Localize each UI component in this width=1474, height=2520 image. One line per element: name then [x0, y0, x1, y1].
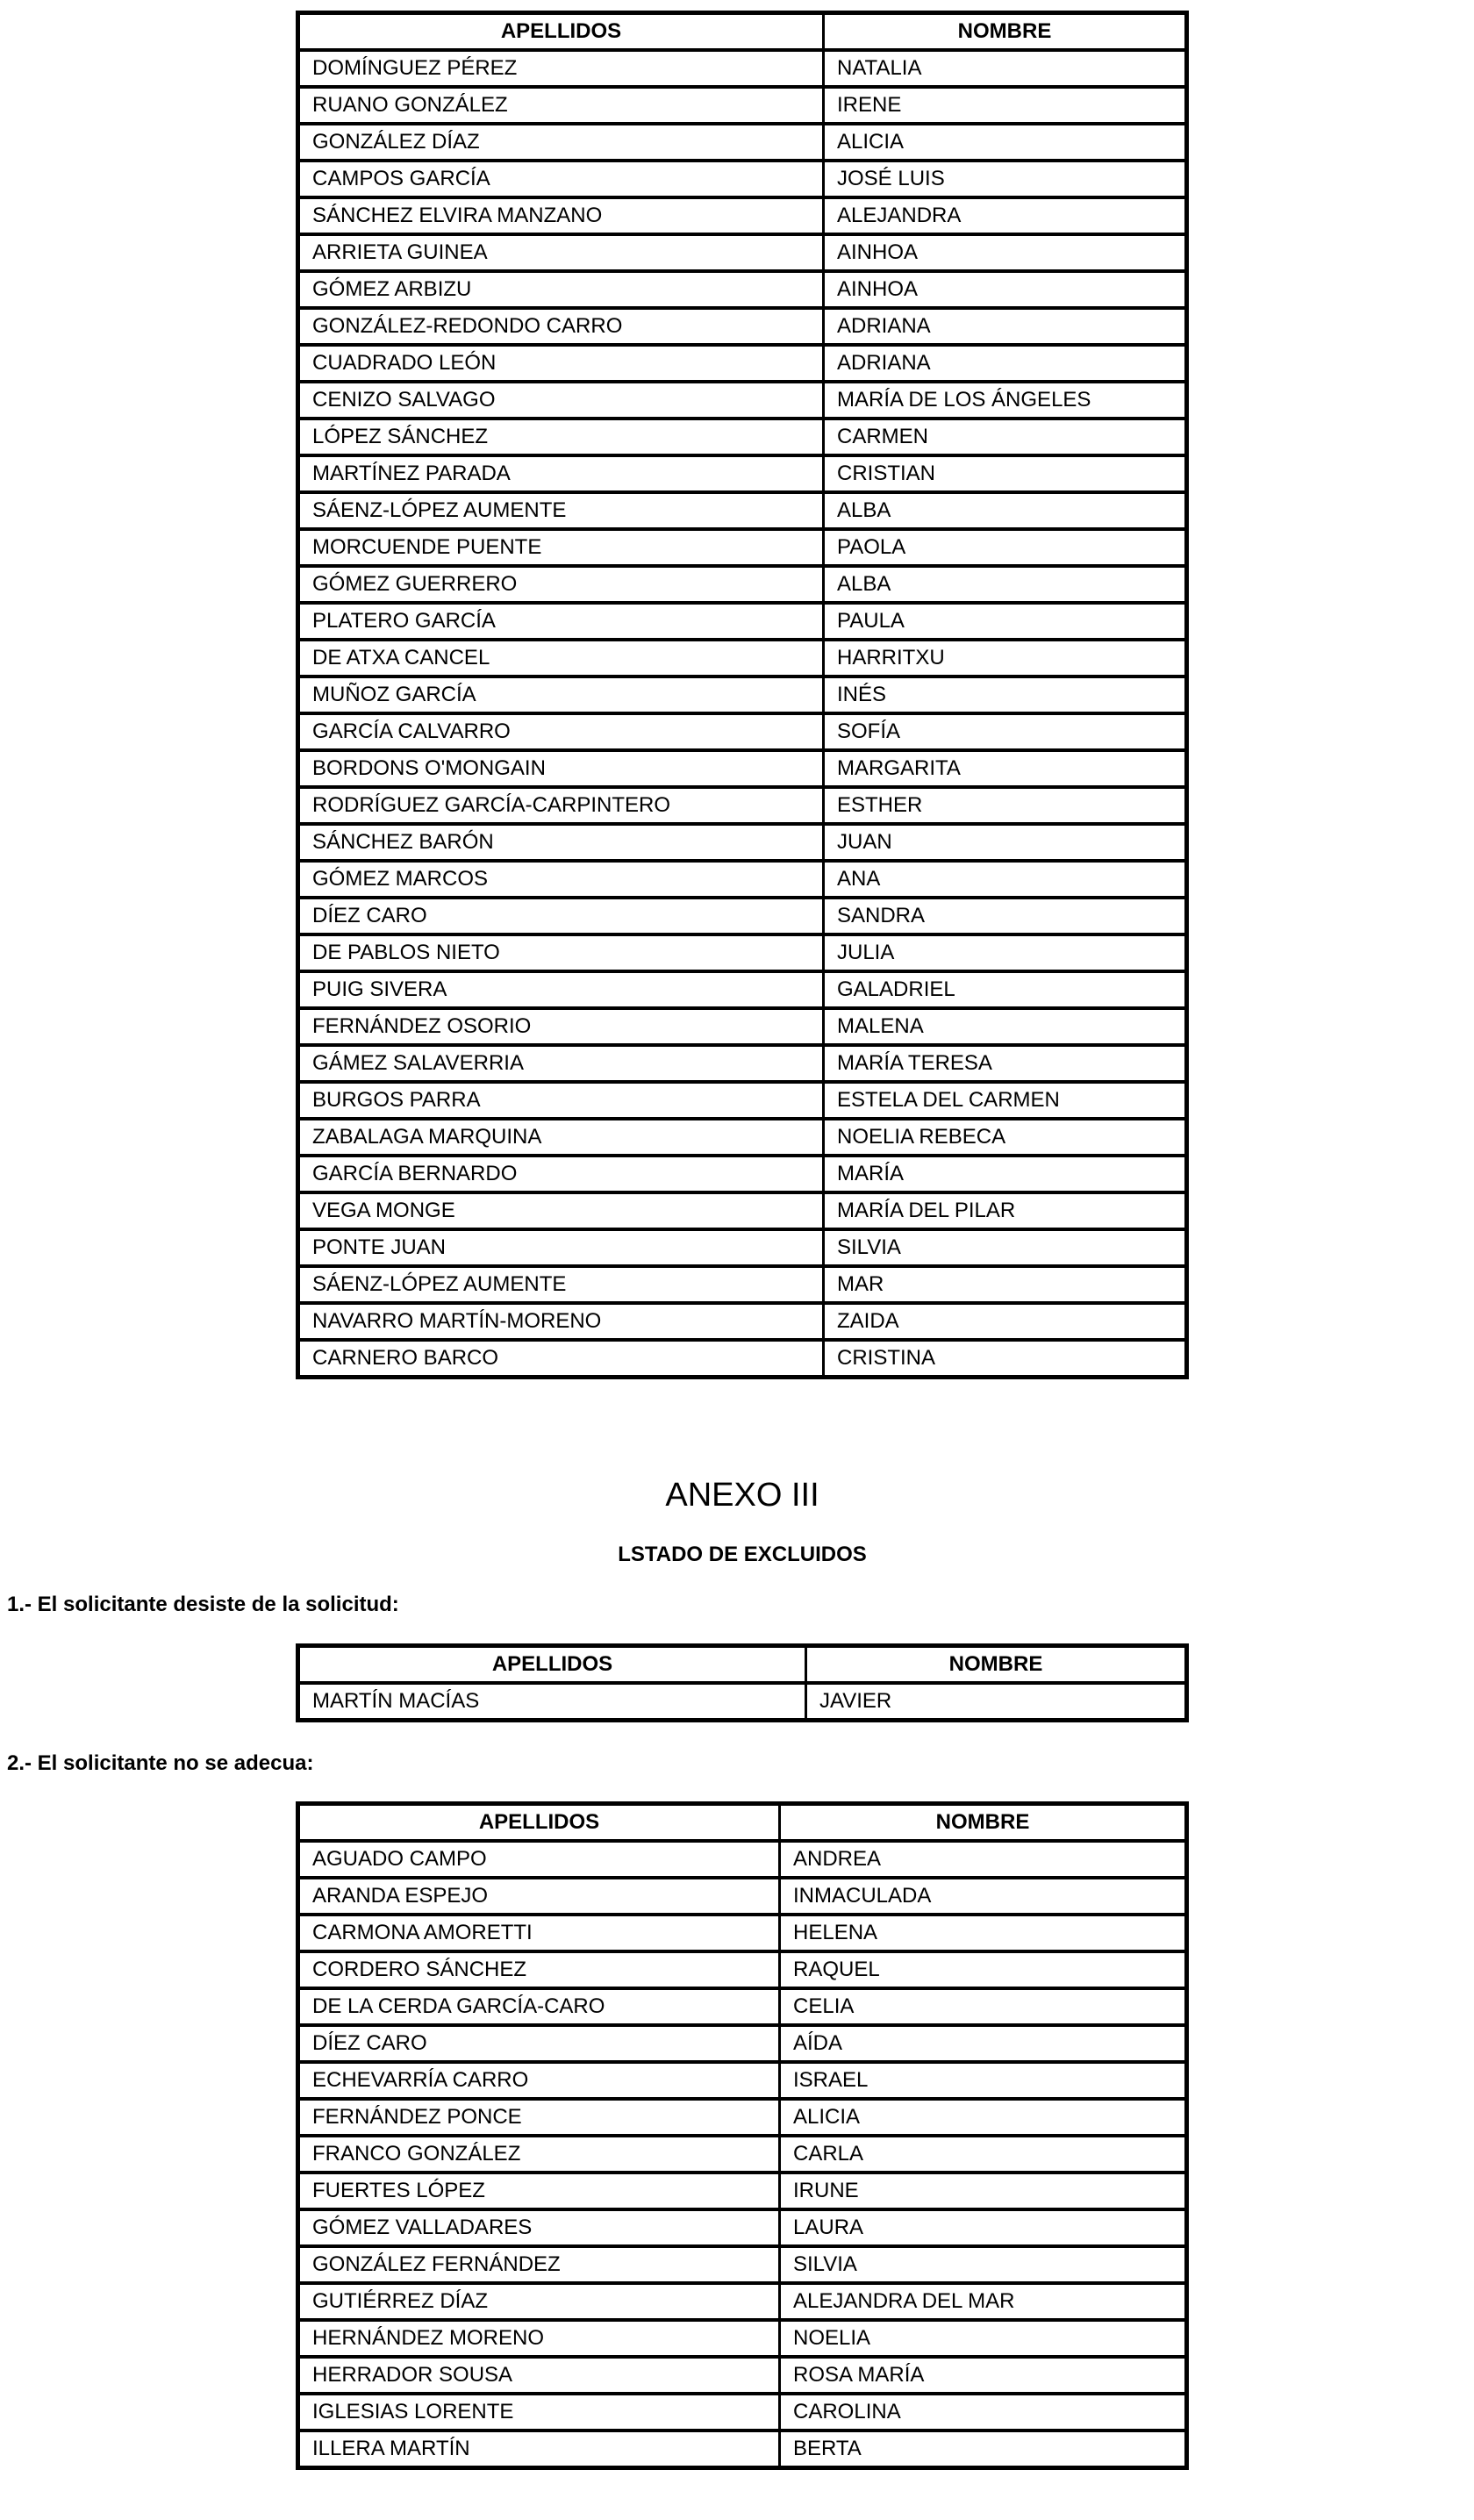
cell-apellidos: GÁMEZ SALAVERRIA — [298, 1045, 824, 1082]
table-row — [298, 1340, 1187, 1378]
table-row — [298, 1119, 1187, 1156]
cell-apellidos: GONZÁLEZ FERNÁNDEZ — [298, 2246, 780, 2283]
cell-apellidos: RODRÍGUEZ GARCÍA-CARPINTERO — [298, 787, 824, 824]
table-row — [298, 2099, 1187, 2136]
cell-nombre: ALBA — [824, 492, 1187, 529]
table-row — [298, 2394, 1187, 2431]
column-header-nombre: NOMBRE — [824, 13, 1187, 51]
cell-apellidos: NAVARRO MARTÍN-MORENO — [298, 1303, 824, 1340]
table-row — [298, 787, 1187, 824]
cell-nombre: MARÍA DE LOS ÁNGELES — [824, 382, 1187, 419]
section2-heading-no-adecua: 2.- El solicitante no se adecua: — [7, 1751, 314, 1775]
cell-apellidos: VEGA MONGE — [298, 1192, 824, 1229]
table-row — [298, 750, 1187, 787]
table-row — [298, 971, 1187, 1008]
table-row — [298, 2283, 1187, 2320]
cell-apellidos: CARMONA AMORETTI — [298, 1915, 780, 1951]
cell-apellidos: ZABALAGA MARQUINA — [298, 1119, 824, 1156]
cell-nombre: CELIA — [780, 1988, 1187, 2025]
cell-apellidos: GÓMEZ GUERRERO — [298, 566, 824, 603]
cell-nombre: IRUNE — [780, 2173, 1187, 2209]
cell-apellidos: FRANCO GONZÁLEZ — [298, 2136, 780, 2173]
table-row — [298, 677, 1187, 713]
anexo-iii-title: ANEXO III — [665, 1477, 819, 1514]
table-row — [298, 1082, 1187, 1119]
cell-nombre: MARGARITA — [824, 750, 1187, 787]
cell-nombre: CARLA — [780, 2136, 1187, 2173]
cell-apellidos: GÓMEZ MARCOS — [298, 861, 824, 898]
cell-apellidos: PUIG SIVERA — [298, 971, 824, 1008]
table-row — [298, 1156, 1187, 1192]
cell-nombre: GALADRIEL — [824, 971, 1187, 1008]
cell-apellidos: MORCUENDE PUENTE — [298, 529, 824, 566]
table-row — [298, 1008, 1187, 1045]
cell-nombre: PAOLA — [824, 529, 1187, 566]
cell-apellidos: GONZÁLEZ DÍAZ — [298, 124, 824, 161]
section1-heading-desiste: 1.- El solicitante desiste de la solicitud: — [7, 1593, 399, 1616]
column-header-nombre: NOMBRE — [806, 1646, 1187, 1684]
table-row — [298, 1266, 1187, 1303]
cell-nombre: SILVIA — [780, 2246, 1187, 2283]
table-row — [298, 898, 1187, 934]
cell-nombre: INÉS — [824, 677, 1187, 713]
cell-apellidos: GUTIÉRREZ DÍAZ — [298, 2283, 780, 2320]
cell-nombre: INMACULADA — [780, 1878, 1187, 1915]
cell-apellidos: BORDONS O'MONGAIN — [298, 750, 824, 787]
cell-nombre: NATALIA — [824, 50, 1187, 87]
table-row — [298, 271, 1187, 308]
cell-apellidos: PONTE JUAN — [298, 1229, 824, 1266]
cell-nombre: ALICIA — [780, 2099, 1187, 2136]
cell-apellidos: FERNÁNDEZ OSORIO — [298, 1008, 824, 1045]
main-applicants-table — [296, 11, 1189, 1379]
table-row — [298, 824, 1187, 861]
table-body — [298, 50, 1187, 1378]
cell-apellidos: HERNÁNDEZ MORENO — [298, 2320, 780, 2357]
table-row — [298, 1683, 1187, 1721]
table-row — [298, 492, 1187, 529]
cell-apellidos: ARRIETA GUINEA — [298, 234, 824, 271]
cell-nombre: MARÍA DEL PILAR — [824, 1192, 1187, 1229]
table-body — [298, 1683, 1187, 1721]
table-row — [298, 2173, 1187, 2209]
cell-apellidos: DE ATXA CANCEL — [298, 640, 824, 677]
cell-nombre: AÍDA — [780, 2025, 1187, 2062]
table-row — [298, 529, 1187, 566]
cell-nombre: ISRAEL — [780, 2062, 1187, 2099]
table-row — [298, 2357, 1187, 2394]
cell-apellidos: CAMPOS GARCÍA — [298, 161, 824, 197]
cell-nombre: MARÍA — [824, 1156, 1187, 1192]
table-row — [298, 1229, 1187, 1266]
table-row — [298, 2431, 1187, 2468]
table-row — [298, 640, 1187, 677]
cell-apellidos: HERRADOR SOUSA — [298, 2357, 780, 2394]
table-row — [298, 2320, 1187, 2357]
cell-nombre: SILVIA — [824, 1229, 1187, 1266]
table-header-row — [298, 13, 1187, 51]
cell-apellidos: DÍEZ CARO — [298, 898, 824, 934]
cell-nombre: ALEJANDRA — [824, 197, 1187, 234]
cell-apellidos: DE PABLOS NIETO — [298, 934, 824, 971]
table-row — [298, 419, 1187, 455]
no-adecua-table — [296, 1801, 1189, 2470]
cell-nombre: CAROLINA — [780, 2394, 1187, 2431]
cell-nombre: LAURA — [780, 2209, 1187, 2246]
column-header-apellidos: APELLIDOS — [298, 13, 824, 51]
cell-nombre: PAULA — [824, 603, 1187, 640]
cell-nombre: SANDRA — [824, 898, 1187, 934]
cell-nombre: HELENA — [780, 1915, 1187, 1951]
cell-apellidos: GONZÁLEZ-REDONDO CARRO — [298, 308, 824, 345]
cell-apellidos: GÓMEZ VALLADARES — [298, 2209, 780, 2246]
cell-apellidos: RUANO GONZÁLEZ — [298, 87, 824, 124]
table-row — [298, 455, 1187, 492]
table-row — [298, 345, 1187, 382]
table-row — [298, 603, 1187, 640]
cell-apellidos: BURGOS PARRA — [298, 1082, 824, 1119]
cell-apellidos: SÁENZ-LÓPEZ AUMENTE — [298, 1266, 824, 1303]
table-row — [298, 234, 1187, 271]
cell-nombre: ALICIA — [824, 124, 1187, 161]
table-row — [298, 1988, 1187, 2025]
cell-nombre: CRISTINA — [824, 1340, 1187, 1378]
excluded-list-subtitle: LSTADO DE EXCLUIDOS — [618, 1543, 867, 1566]
cell-nombre: ADRIANA — [824, 308, 1187, 345]
cell-apellidos: SÁNCHEZ ELVIRA MANZANO — [298, 197, 824, 234]
cell-nombre: ALEJANDRA DEL MAR — [780, 2283, 1187, 2320]
cell-apellidos: PLATERO GARCÍA — [298, 603, 824, 640]
cell-apellidos: DÍEZ CARO — [298, 2025, 780, 2062]
table-row — [298, 1841, 1187, 1878]
cell-apellidos: DE LA CERDA GARCÍA-CARO — [298, 1988, 780, 2025]
cell-apellidos: DOMÍNGUEZ PÉREZ — [298, 50, 824, 87]
cell-apellidos: AGUADO CAMPO — [298, 1841, 780, 1878]
cell-nombre: RAQUEL — [780, 1951, 1187, 1988]
cell-apellidos: LÓPEZ SÁNCHEZ — [298, 419, 824, 455]
table-row — [298, 124, 1187, 161]
cell-nombre: MALENA — [824, 1008, 1187, 1045]
table-row — [298, 197, 1187, 234]
cell-apellidos: FUERTES LÓPEZ — [298, 2173, 780, 2209]
cell-nombre: ANA — [824, 861, 1187, 898]
table-row — [298, 1192, 1187, 1229]
cell-nombre: IRENE — [824, 87, 1187, 124]
column-header-nombre: NOMBRE — [780, 1804, 1187, 1842]
cell-apellidos: SÁENZ-LÓPEZ AUMENTE — [298, 492, 824, 529]
cell-apellidos: CUADRADO LEÓN — [298, 345, 824, 382]
table-row — [298, 566, 1187, 603]
cell-nombre: CARMEN — [824, 419, 1187, 455]
cell-nombre: ZAIDA — [824, 1303, 1187, 1340]
cell-apellidos: FERNÁNDEZ PONCE — [298, 2099, 780, 2136]
table-row — [298, 2209, 1187, 2246]
table-header-row — [298, 1804, 1187, 1842]
cell-apellidos: CENIZO SALVAGO — [298, 382, 824, 419]
cell-nombre: ESTELA DEL CARMEN — [824, 1082, 1187, 1119]
cell-nombre: BERTA — [780, 2431, 1187, 2468]
cell-nombre: JOSÉ LUIS — [824, 161, 1187, 197]
table-row — [298, 50, 1187, 87]
table-row — [298, 861, 1187, 898]
table-row — [298, 713, 1187, 750]
cell-nombre: NOELIA REBECA — [824, 1119, 1187, 1156]
table-row — [298, 934, 1187, 971]
cell-apellidos: ARANDA ESPEJO — [298, 1878, 780, 1915]
table-row — [298, 2136, 1187, 2173]
cell-apellidos: IGLESIAS LORENTE — [298, 2394, 780, 2431]
cell-apellidos: ECHEVARRÍA CARRO — [298, 2062, 780, 2099]
cell-apellidos: CARNERO BARCO — [298, 1340, 824, 1378]
cell-apellidos: ILLERA MARTÍN — [298, 2431, 780, 2468]
column-header-apellidos: APELLIDOS — [298, 1804, 780, 1842]
cell-apellidos: MARTÍN MACÍAS — [298, 1683, 806, 1721]
table-row — [298, 1303, 1187, 1340]
cell-nombre: MARÍA TERESA — [824, 1045, 1187, 1082]
cell-nombre: CRISTIAN — [824, 455, 1187, 492]
column-header-apellidos: APELLIDOS — [298, 1646, 806, 1684]
table-row — [298, 382, 1187, 419]
cell-nombre: JAVIER — [806, 1683, 1187, 1721]
desiste-table — [296, 1643, 1189, 1722]
cell-apellidos: MARTÍNEZ PARADA — [298, 455, 824, 492]
table-row — [298, 1951, 1187, 1988]
cell-nombre: JULIA — [824, 934, 1187, 971]
cell-apellidos: MUÑOZ GARCÍA — [298, 677, 824, 713]
cell-nombre: NOELIA — [780, 2320, 1187, 2357]
table-body — [298, 1841, 1187, 2468]
cell-nombre: SOFÍA — [824, 713, 1187, 750]
cell-apellidos: CORDERO SÁNCHEZ — [298, 1951, 780, 1988]
cell-nombre: ANDREA — [780, 1841, 1187, 1878]
table-row — [298, 1915, 1187, 1951]
cell-nombre: MAR — [824, 1266, 1187, 1303]
cell-nombre: ALBA — [824, 566, 1187, 603]
table-header-row — [298, 1646, 1187, 1684]
cell-nombre: JUAN — [824, 824, 1187, 861]
cell-nombre: ROSA MARÍA — [780, 2357, 1187, 2394]
table-row — [298, 2246, 1187, 2283]
cell-apellidos: GÓMEZ ARBIZU — [298, 271, 824, 308]
table-row — [298, 1878, 1187, 1915]
table-row — [298, 161, 1187, 197]
cell-nombre: AINHOA — [824, 271, 1187, 308]
cell-nombre: ESTHER — [824, 787, 1187, 824]
table-row — [298, 87, 1187, 124]
table-row — [298, 308, 1187, 345]
cell-nombre: HARRITXU — [824, 640, 1187, 677]
cell-apellidos: SÁNCHEZ BARÓN — [298, 824, 824, 861]
cell-apellidos: GARCÍA CALVARRO — [298, 713, 824, 750]
table-row — [298, 2025, 1187, 2062]
cell-apellidos: GARCÍA BERNARDO — [298, 1156, 824, 1192]
table-row — [298, 1045, 1187, 1082]
cell-nombre: ADRIANA — [824, 345, 1187, 382]
table-row — [298, 2062, 1187, 2099]
cell-nombre: AINHOA — [824, 234, 1187, 271]
